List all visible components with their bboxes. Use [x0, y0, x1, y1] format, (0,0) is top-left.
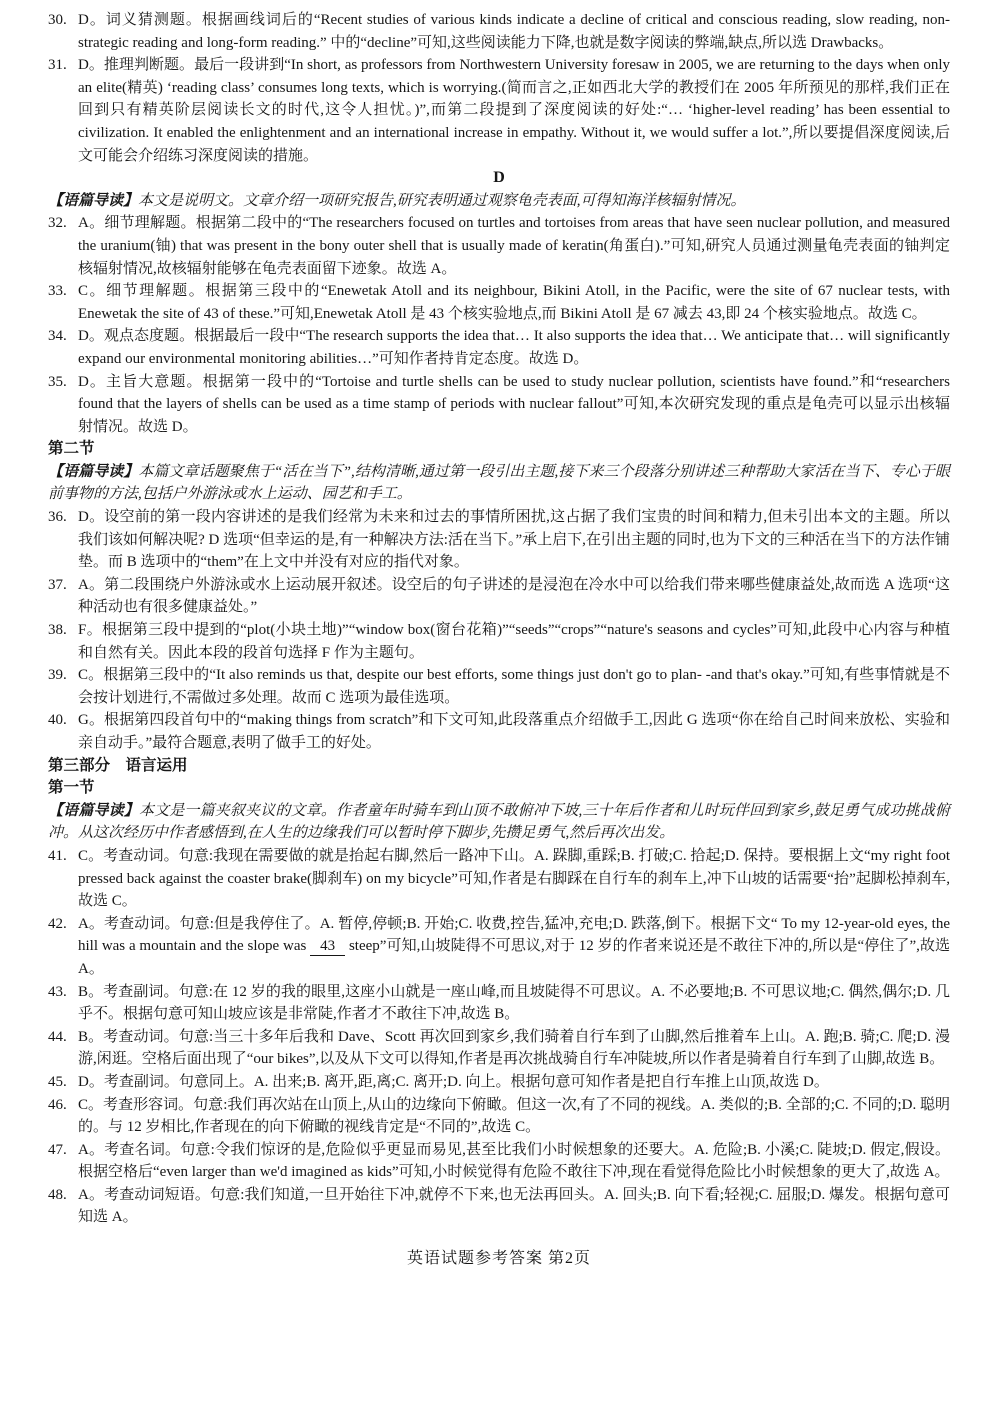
- item-explanation: D。设空前的第一段内容讲述的是我们经常为未来和过去的事情所困扰,这占据了我们宝贵的时间和精力,但未引出本文的主题。所以我们该如何解决呢? D 选项“但幸运的是,有一种解决方法:活在当下。”承上启下,在引出主题的同时,也为下文的三种活在当下的方法作铺垫。而 B 选项中的“them”在上文中并没有对应的指代对象。: [78, 509, 950, 571]
- item-number: 47.: [48, 1141, 67, 1158]
- section-heading: 第二节: [48, 440, 95, 458]
- item-explanation: B。考查副词。句意:在 12 岁的我的眼里,这座小山就是一座山峰,而且坡陡得不可思议。A. 不必要地;B. 不可思议地;C. 偶然,偶尔;D. 几乎不。根据句意可知山坡应该是非常陡,作者才不敢往下冲,故选 B。: [78, 983, 950, 1023]
- item-explanation: A。考查动词短语。句意:我们知道,一旦开始往下冲,就停不下来,也无法再回头。A. 回头;B. 向下看;轻视;C. 屈服;D. 爆发。根据句意可知选 A。: [78, 1186, 950, 1226]
- item-number: 35.: [48, 373, 67, 390]
- item-number: 31.: [48, 57, 67, 74]
- item-number: 34.: [48, 328, 67, 345]
- answer-item: [48, 709, 950, 754]
- answer-item: [48, 845, 950, 913]
- item-explanation: F。根据第三段中提到的“plot(小块土地)”“window box(窗台花箱)”“seeds”“crops”“nature's seasons and cycles”可知,此段中心内容与种植和自然有关。因此本段的段首句选择 F 作为主题句。: [78, 622, 950, 661]
- answer-item: [48, 1184, 950, 1229]
- item-explanation: D。词义猜测题。根据画线词后的“Recent studies of various kinds indicate a decline of critical and conscious reading, slow reading, non-strategic reading and long-form reading.” 中的“decline”可知,这些阅读能力下降,也就是数字阅读的弊端,缺点,所以选 Drawbacks。: [78, 12, 950, 51]
- item-explanation: D。观点态度题。根据最后一段中“The research supports the idea that… It also supports the idea that… We anticipate that… will significantly expand our environmental monitoring abilities…”可知作者持肯定态度。故选 D。: [78, 328, 950, 367]
- answer-item: [48, 212, 950, 280]
- item-number: 37.: [48, 576, 67, 593]
- item-number: 41.: [48, 847, 67, 864]
- answer-item: [48, 371, 950, 439]
- page-footer: 英语试题参考答案 第2页: [406, 1250, 591, 1268]
- item-number: 46.: [48, 1096, 67, 1113]
- guide-text: 本篇文章话题聚焦于“活在当下”,结构清晰,通过第一段引出主题,接下来三个段落分别讲述三种帮助大家活在当下、专心于眼前事物的方法,包括户外游泳或水上运动、园艺和手工。: [48, 463, 950, 503]
- item-number: 42.: [48, 915, 67, 932]
- item-number: 39.: [48, 667, 67, 684]
- guide-label: 【语篇导读】: [48, 802, 139, 819]
- item-explanation: D。推理判断题。最后一段讲到“In short, as professors from Northwestern University foresaw in 2005, we are returning to the days when only an elite(精英) ‘reading class’ consumes long texts, which is worrying.(简而言之,正如西北大学的教授们在 2005 年所预见的那样,我们正在回到只有精英阶层阅读长文的时代,这令人担忧。)”,而第二段提到了深度阅读的好处:“… ‘higher-level reading’ has been essential to civilization. It enabled the enlightenment and an international increase in empathy. Without it, we would suffer a lot.”,所以要提倡深度阅读,后文可能会介绍练习深度阅读的措施。: [78, 57, 950, 164]
- answer-item: [48, 1071, 950, 1094]
- item-number: 33.: [48, 283, 67, 300]
- item-number: 30.: [48, 12, 67, 28]
- item-number: 45.: [48, 1073, 67, 1090]
- item-number: 48.: [48, 1186, 67, 1203]
- item-explanation: C。考查形容词。句意:我们再次站在山顶上,从山的边缘向下俯瞰。但这一次,有了不同的视线。A. 类似的;B. 全部的;C. 不同的;D. 聪明的。与 12 岁相比,作者现在的向下俯瞰的视线肯定是“不同的”,故选 C。: [78, 1096, 950, 1136]
- guide-text: 本文是说明文。文章介绍一项研究报告,研究表明通过观察龟壳表面,可得知海洋核辐射情况。: [138, 192, 746, 209]
- fill-in-blank-number: 43: [310, 937, 345, 956]
- item-explanation: A。第二段围绕户外游泳或水上运动展开叙述。设空后的句子讲述的是浸泡在冷水中可以给我们带来哪些健康益处,故而选 A 选项“这种活动也有很多健康益处。”: [78, 576, 950, 616]
- item-number: 43.: [48, 983, 67, 1000]
- passage-guide: [48, 800, 950, 845]
- item-explanation: A。细节理解题。根据第二段中的“The researchers focused on turtles and tortoises from areas that have seen nuclear pollution, and measured the uranium(铀) that was present in the bony outer shell that is usually made of keratin(角蛋白).”可知,研究人员通过测量龟壳表面的铀判定核辐射情况,故核辐射能够在龟壳表面留下迹象。故选 A。: [78, 215, 950, 277]
- item-explanation: C。考查动词。句意:我现在需要做的就是抬起右脚,然后一路冲下山。A. 跺脚,重踩;B. 打破;C. 拾起;D. 保持。要根据上文“my right foot pressed back against the coaster brake(脚刹车) on my bicycle”可知,作者是右脚踩在自行车的刹车上,冲下山坡的话需要“抬”起脚松掉刹车,故选 C。: [78, 847, 950, 910]
- answer-item: [48, 506, 950, 574]
- item-explanation: C。根据第三段中的“It also reminds us that, despite our best efforts, some things just don't go to plan- -and that's okay.”可知,有些事情就是不会按计划进行,不需做过多处理。故而 C 选项为最佳选项。: [78, 667, 950, 706]
- answer-item: [48, 9, 950, 54]
- guide-label: 【语篇导读】: [48, 463, 139, 480]
- passage-guide: [48, 190, 950, 213]
- answer-item: [48, 54, 950, 167]
- item-number: 36.: [48, 509, 67, 526]
- item-number: 32.: [48, 215, 67, 232]
- item-explanation: B。考查动词。句意:当三十多年后我和 Dave、Scott 再次回到家乡,我们骑着自行车到了山脚,然后推着车上山。A. 跑;B. 骑;C. 爬;D. 漫游,闲逛。空格后面出现了“our bikes”,以及从下文可以得知,作者是再次挑战骑自行车冲陡坡,所以作者是骑着自行车到了山脚,故选 B。: [78, 1028, 950, 1068]
- passage-guide: [48, 461, 950, 506]
- answer-item: [48, 619, 950, 664]
- section-heading: 第一节: [48, 779, 95, 797]
- item-explanation: D。主旨大意题。根据第一段中的“Tortoise and turtle shells can be used to study nuclear pollution, scientists have found.”和“researchers found that the layers of shells can be used as a time stamp of periods with nuclear fallout”可知,本次研究发现的重点是龟壳可以显示出核辐射情况。故选 D。: [78, 373, 950, 435]
- answer-item: [48, 280, 950, 325]
- item-explanation: A。考查名词。句意:令我们惊讶的是,危险似乎更显而易见,甚至比我们小时候想象的还要大。A. 危险;B. 小溪;C. 陡坡;D. 假定,假设。根据空格后“even larger than we'd imagined as kids”可知,小时候觉得有危险不敢往下冲,现在看觉得危险比小时候想象的更大了,故选 A。: [78, 1141, 950, 1181]
- answer-item: [48, 574, 950, 619]
- guide-label: 【语篇导读】: [48, 192, 139, 209]
- passage-letter-heading: D: [493, 169, 505, 187]
- answer-item: [48, 981, 950, 1026]
- guide-text: 本文是一篇夹叙夹议的文章。作者童年时骑车到山顶不敢俯冲下坡,三十年后作者和儿时玩伴回到家乡,鼓足勇气成功挑战俯冲。从这次经历中作者感悟到,在人生的边缘我们可以暂时停下脚步,先攒足勇气,然后再次出发。: [48, 802, 950, 842]
- item-explanation: A。考查动词。句意:但是我停住了。A. 暂停,停顿;B. 开始;C. 收费,控告,猛冲,充电;D. 跌落,倒下。根据下文“ To my 12-year-old eyes, the hill was a mountain and the slope was 43 steep”可知,山坡陡得不可思议,对于 12 岁的作者来说还是不敢往下冲的,所以是“停住了”,故选 A。: [78, 915, 950, 977]
- answer-item: [48, 325, 950, 370]
- answer-item: [48, 1026, 950, 1071]
- answer-item: [48, 913, 950, 981]
- answer-item: [48, 664, 950, 709]
- item-explanation: D。考查副词。句意同上。A. 出来;B. 离开,距,离;C. 离开;D. 向上。根据句意可知作者是把自行车推上山顶,故选 D。: [78, 1073, 829, 1090]
- answer-item: [48, 1139, 950, 1184]
- item-number: 40.: [48, 712, 67, 729]
- section-heading: 第三部分 语言运用: [48, 756, 188, 774]
- item-explanation: C。细节理解题。根据第三段中的“Enewetak Atoll and its neighbour, Bikini Atoll, in the Pacific, were the site of 67 nuclear tests, with Enewetak the site of 43 of these.”可知,Enewetak Atoll 是 43 个核实验地点,而 Bikini Atoll 是 67 减去 43,即 24 个核实验地点。故选 C。: [78, 283, 950, 322]
- item-explanation: G。根据第四段首句中的“making things from scratch”和下文可知,此段落重点介绍做手工,因此 G 选项“你在给自己时间来放松、实验和亲自动手。”最符合题意,表明了做手工的好处。: [78, 712, 950, 751]
- answer-key-content: [48, 9, 950, 1229]
- item-number: 44.: [48, 1028, 67, 1045]
- item-number: 38.: [48, 622, 67, 639]
- answer-item: [48, 1094, 950, 1139]
